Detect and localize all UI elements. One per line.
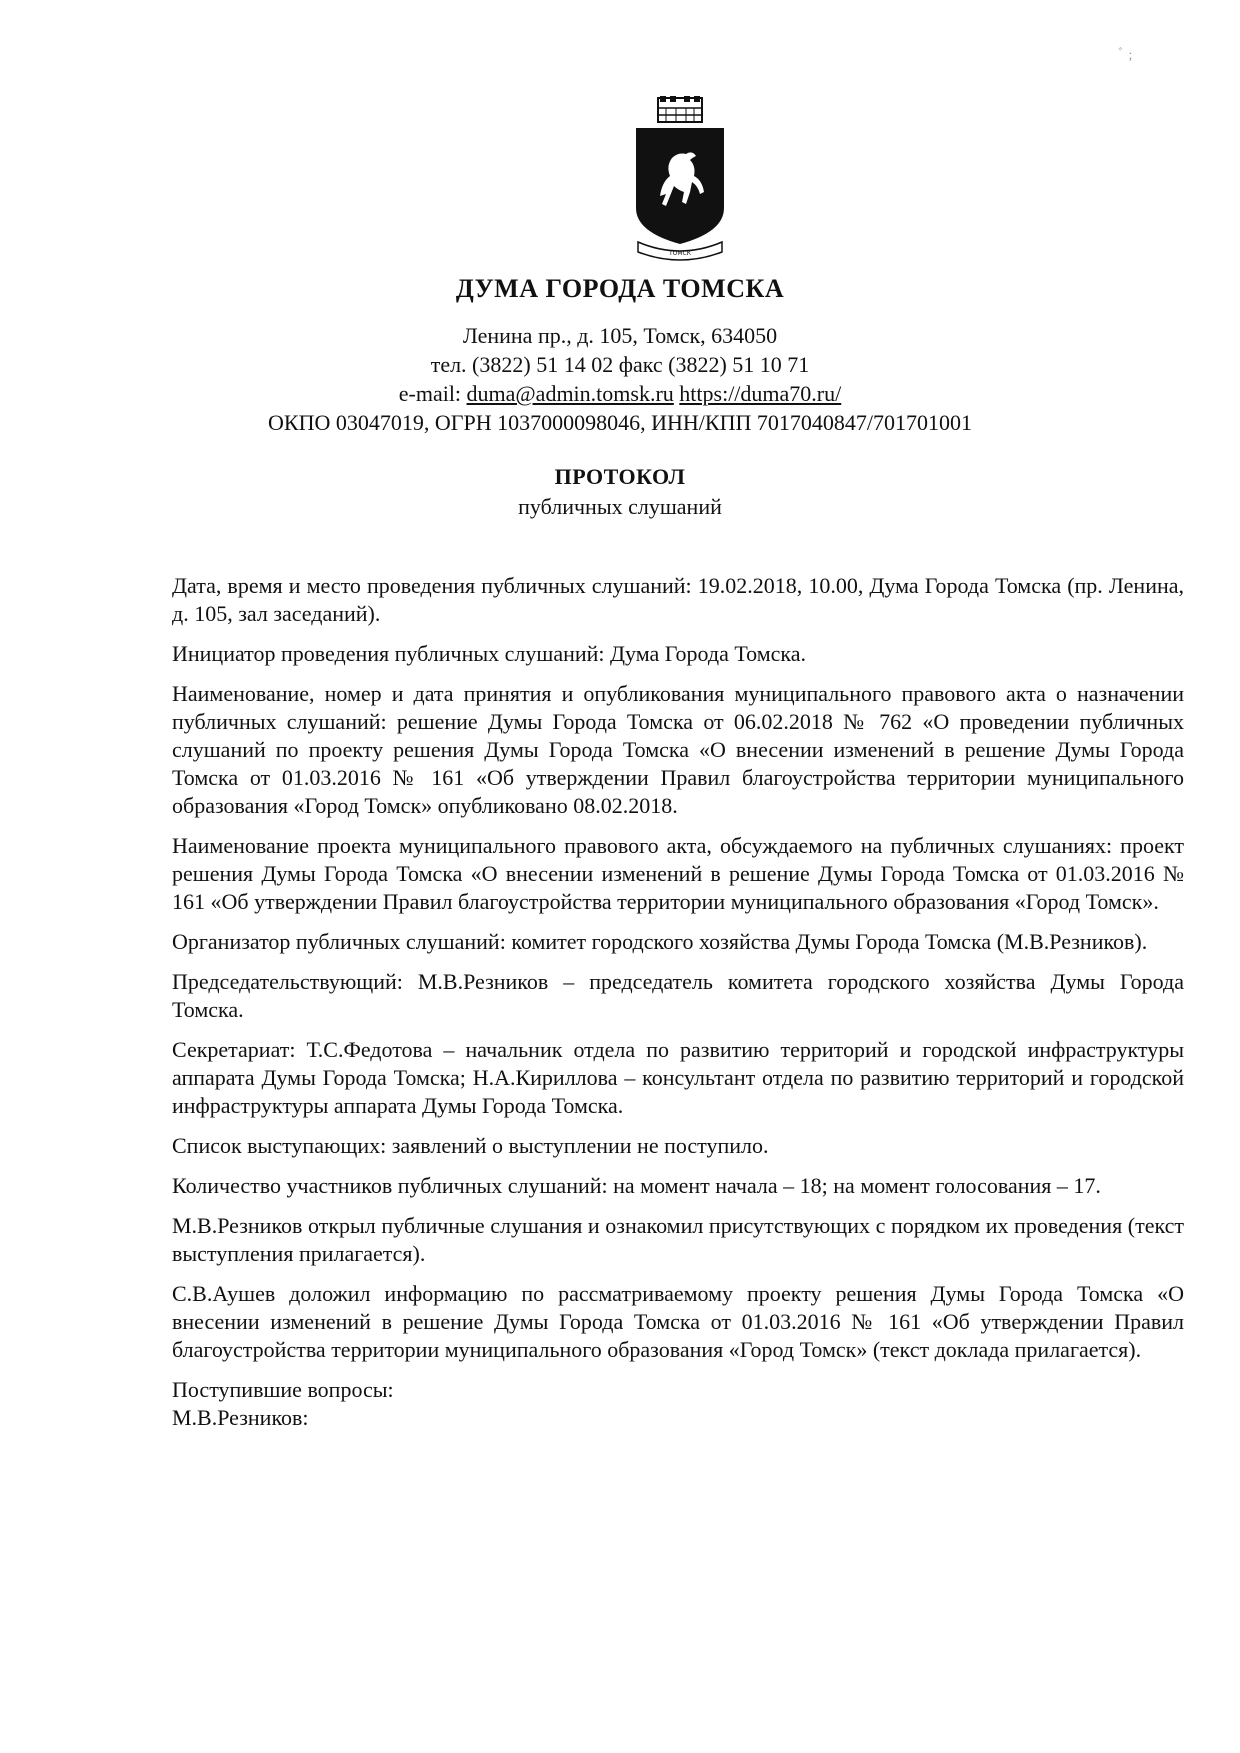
paragraph-opening: М.В.Резников открыл публичные слушания и ознакомил присутствующих с порядком их проведения (текст выступления прилагается). [172,1213,1184,1266]
phone-fax: тел. (3822) 51 14 02 факс (3822) 51 10 71 [430,352,810,377]
organization-name: ДУМА ГОРОДА ТОМСКА [455,274,785,303]
questions-speaker: М.В.Резников: [172,1405,309,1430]
document-subtitle: публичных слушаний [518,494,722,519]
postal-address: Ленина пр., д. 105, Томск, 634050 [462,323,778,348]
email-prefix: e-mail: [398,381,462,406]
email-link[interactable]: duma@admin.tomsk.ru [466,381,674,406]
crown-icon [658,96,702,122]
paragraph-report: С.В.Аушев доложил информацию по рассматриваемому проекту решения Думы Города Томска «О внесении изменений в решение Думы Города Томска от 01.03.2016 № 161 «Об утверждении Правил благоустройства территории муниципального образования «Город Томск» (текст доклада прилагается). [172,1281,1184,1362]
paragraph-legal-act: Наименование, номер и дата принятия и опубликования муниципального правового акта о назначении публичных слушаний: решение Думы Города Томска от 06.02.2018 № 762 «О проведении публичных слушаний по проекту решения Думы Города Томска «О внесении изменений в решение Думы Города Томска от 01.03.2016 № 161 «Об утверждении Правил благоустройства территории муниципального образования «Город Томск» опубликовано 08.02.2018. [172,681,1184,818]
website-link[interactable]: https://duma70.ru/ [679,381,842,406]
paragraph-organizer: Организатор публичных слушаний: комитет городского хозяйства Думы Города Томска (М.В.Резников). [172,929,1148,954]
paragraph-initiator: Инициатор проведения публичных слушаний: Дума Города Томска. [172,641,807,666]
registration-codes: ОКПО 03047019, ОГРН 1037000098046, ИНН/КПП 7017040847/701701001 [268,410,972,435]
paragraph-participants: Количество участников публичных слушаний: на момент начала – 18; на момент голосования – 17. [172,1173,1101,1198]
document-title: ПРОТОКОЛ [554,464,686,489]
coat-of-arms-icon [630,96,730,261]
paragraph-speakers: Список выступающих: заявлений о выступлении не поступило. [172,1133,769,1158]
corner-scan-mark: ﾞ ; [1118,48,1133,63]
contact-line [0,380,1240,408]
paragraph-secretariat: Секретариат: Т.С.Федотова – начальник отдела по развитию территорий и городской инфраструктуры аппарата Думы Города Томска; Н.А.Кириллова – консультант отдела по развитию территорий и городской инфраструктуры аппарата Думы Города Томска. [172,1037,1184,1118]
protocol-body [172,572,1184,1432]
paragraph-date-place: Дата, время и место проведения публичных слушаний: 19.02.2018, 10.00, Дума Города Томска (пр. Ленина, д. 105, зал заседаний). [172,573,1184,626]
questions-heading: Поступившие вопросы: [172,1377,394,1402]
ribbon-text: ТОМСК [668,250,692,257]
paragraph-project: Наименование проекта муниципального правового акта, обсуждаемого на публичных слушаниях: проект решения Думы Города Томска «О внесении изменений в решение Думы Города Томска от 01.03.2016 № 161 «Об утверждении Правил благоустройства территории муниципального образования «Город Томск». [172,833,1184,914]
paragraph-chairperson: Председательствующий: М.В.Резников – председатель комитета городского хозяйства Думы Города Томска. [172,969,1184,1022]
